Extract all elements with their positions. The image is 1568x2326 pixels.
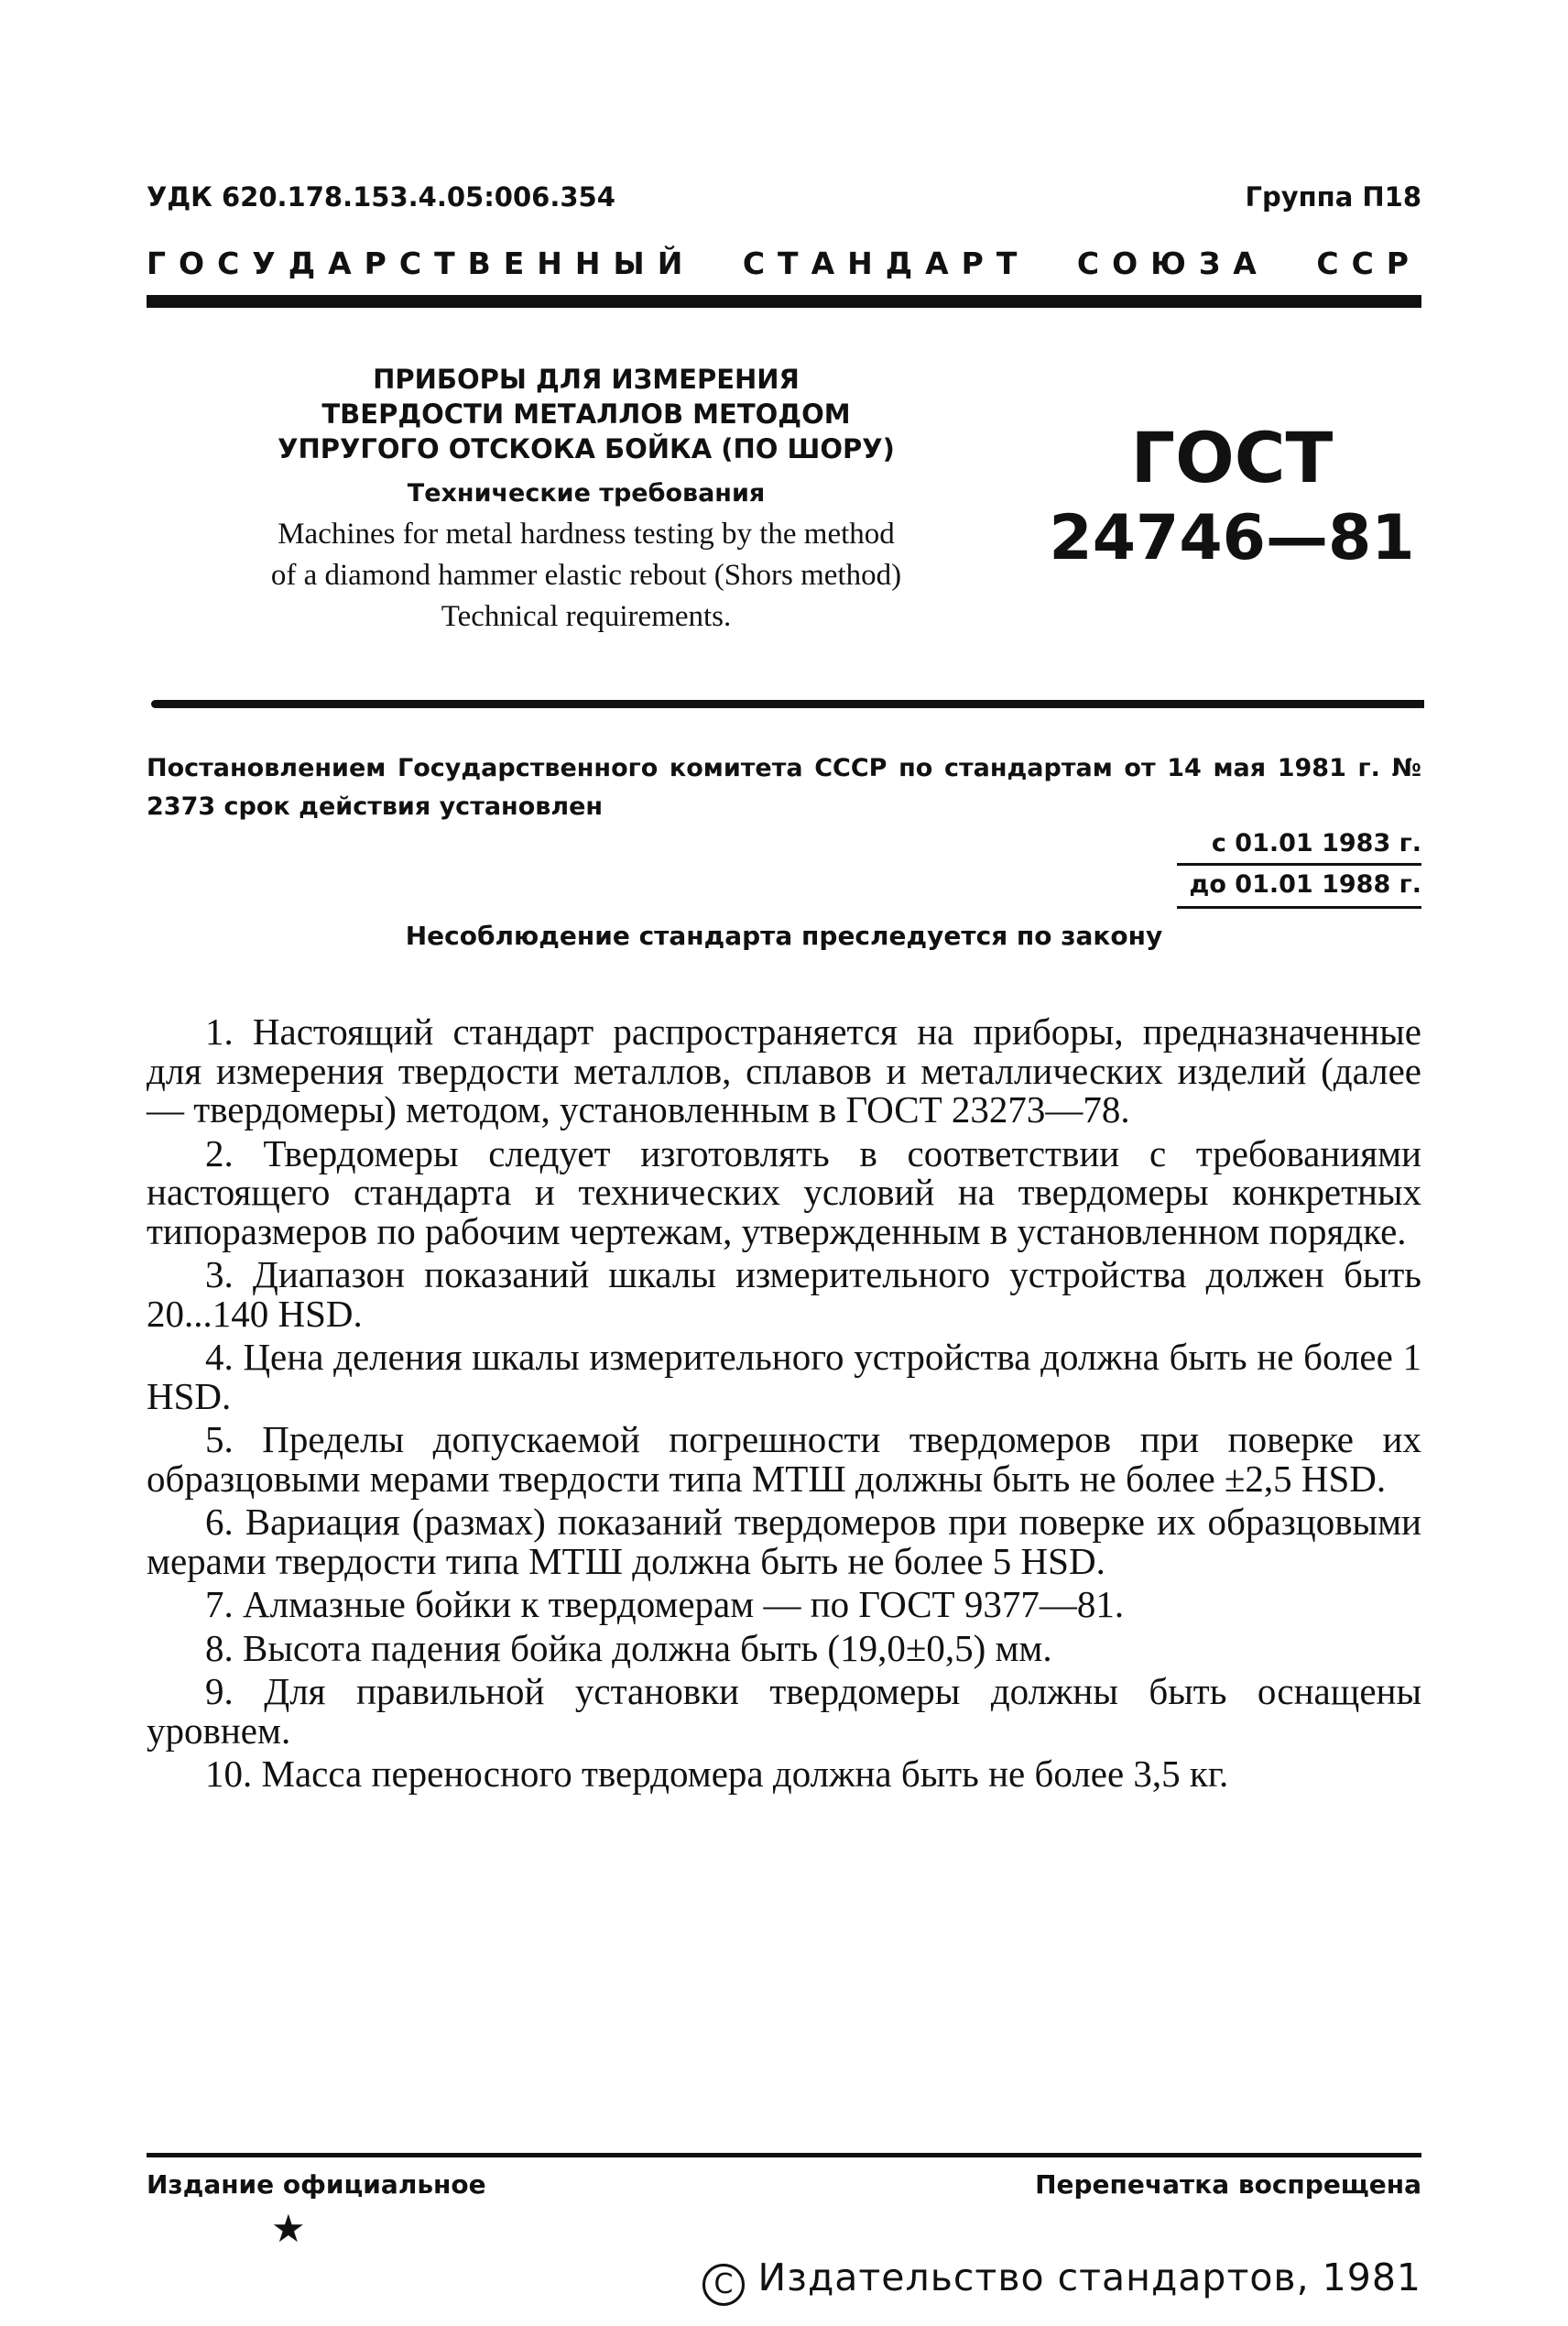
title-ru-line: ПРИБОРЫ ДЛЯ ИЗМЕРЕНИЯ (373, 364, 800, 395)
group-code: Группа П18 (1245, 181, 1421, 213)
star-icon: ★ (271, 2206, 306, 2251)
decree-text: Постановлением Государственного комитета СССР по стандартам от 14 мая 1981 г. № 2373 срок действия установлен (147, 754, 1421, 821)
clauses (147, 1012, 1421, 1798)
heading-word: ГОСУДАРСТВЕННЫЙ (147, 246, 696, 281)
publisher: Издательство стандартов, 1981 (757, 2255, 1421, 2299)
footer-rule (147, 2153, 1421, 2157)
official-edition: Издание официальное (147, 2169, 486, 2200)
gost-label: ГОСТ (1130, 417, 1334, 498)
clause: 7. Алмазные бойки к твердомерам — по ГОСТ 9377—81. (205, 1583, 1125, 1625)
clause: 8. Высота падения бойка должна быть (19,0±0,5) мм. (205, 1626, 1052, 1669)
technical-requirements-label: Технические требования (407, 479, 766, 508)
legal-warning: Несоблюдение стандарта преследуется по закону (405, 921, 1163, 951)
udk-code: УДК 620.178.153.4.05:006.354 (147, 181, 615, 213)
clause: 5. Пределы допускаемой погрешности твердомеров при поверке их образцовыми мерами твердости типа МТШ должны быть не более ±2,5 HSD. (147, 1418, 1421, 1500)
title-en-line: Machines for metal hardness testing by the method (278, 518, 895, 551)
clause: 9. Для правильной установки твердомеры должны быть оснащены уровнем. (147, 1670, 1421, 1752)
date-from: с 01.01 1983 г. (1211, 829, 1421, 857)
state-standard-heading (147, 246, 1421, 281)
clause: 1. Настоящий стандарт распространяется на приборы, предназначенные для измерения твердости металлов, сплавов и металлических изделий (далее — твердомеры) методом, установленным в ГОСТ 23273—78. (147, 1010, 1421, 1130)
copyright-line (702, 2255, 1421, 2306)
title-block (147, 362, 1026, 634)
header-rule (147, 295, 1421, 308)
title-ru-line: УПРУГОГО ОТСКОКА БОЙКА (ПО ШОРУ) (278, 433, 895, 464)
gost-number: 24746—81 (1049, 502, 1415, 574)
copyright-icon: C (702, 2264, 745, 2306)
date-to: до 01.01 1988 г. (1177, 863, 1421, 909)
clause: 6. Вариация (размах) показаний твердомеров при поверке их образцовыми мерами твердости типа МТШ должна быть не более 5 HSD. (147, 1501, 1421, 1582)
heading-word: ССР (1316, 246, 1421, 281)
heading-word: СТАНДАРТ (742, 246, 1030, 281)
heading-word: СОЮЗА (1076, 246, 1269, 281)
gost-designation (1044, 417, 1420, 578)
title-rule (151, 700, 1424, 708)
clause: 10. Масса переносного твердомера должна быть не более 3,5 кг. (205, 1753, 1229, 1795)
validity-dates (1177, 824, 1421, 909)
clause: 2. Твердомеры следует изготовлять в соответствии с требованиями настоящего стандарта и технических условий на твердомеры конкретных типоразмеров по рабочим чертежам, утвержденным в установленном порядке. (147, 1131, 1421, 1252)
title-en-line: Technical requirements. (441, 600, 732, 633)
title-ru-line: ТВЕРДОСТИ МЕТАЛЛОВ МЕТОДОМ (321, 399, 851, 430)
clause: 3. Диапазон показаний шкалы измерительного устройства должен быть 20...140 HSD. (147, 1253, 1421, 1335)
title-en-line: of a diamond hammer elastic rebout (Shors method) (270, 559, 902, 592)
clause: 4. Цена деления шкалы измерительного устройства должна быть не более 1 HSD. (147, 1336, 1421, 1417)
reprint-prohibited: Перепечатка воспрещена (1035, 2169, 1421, 2200)
